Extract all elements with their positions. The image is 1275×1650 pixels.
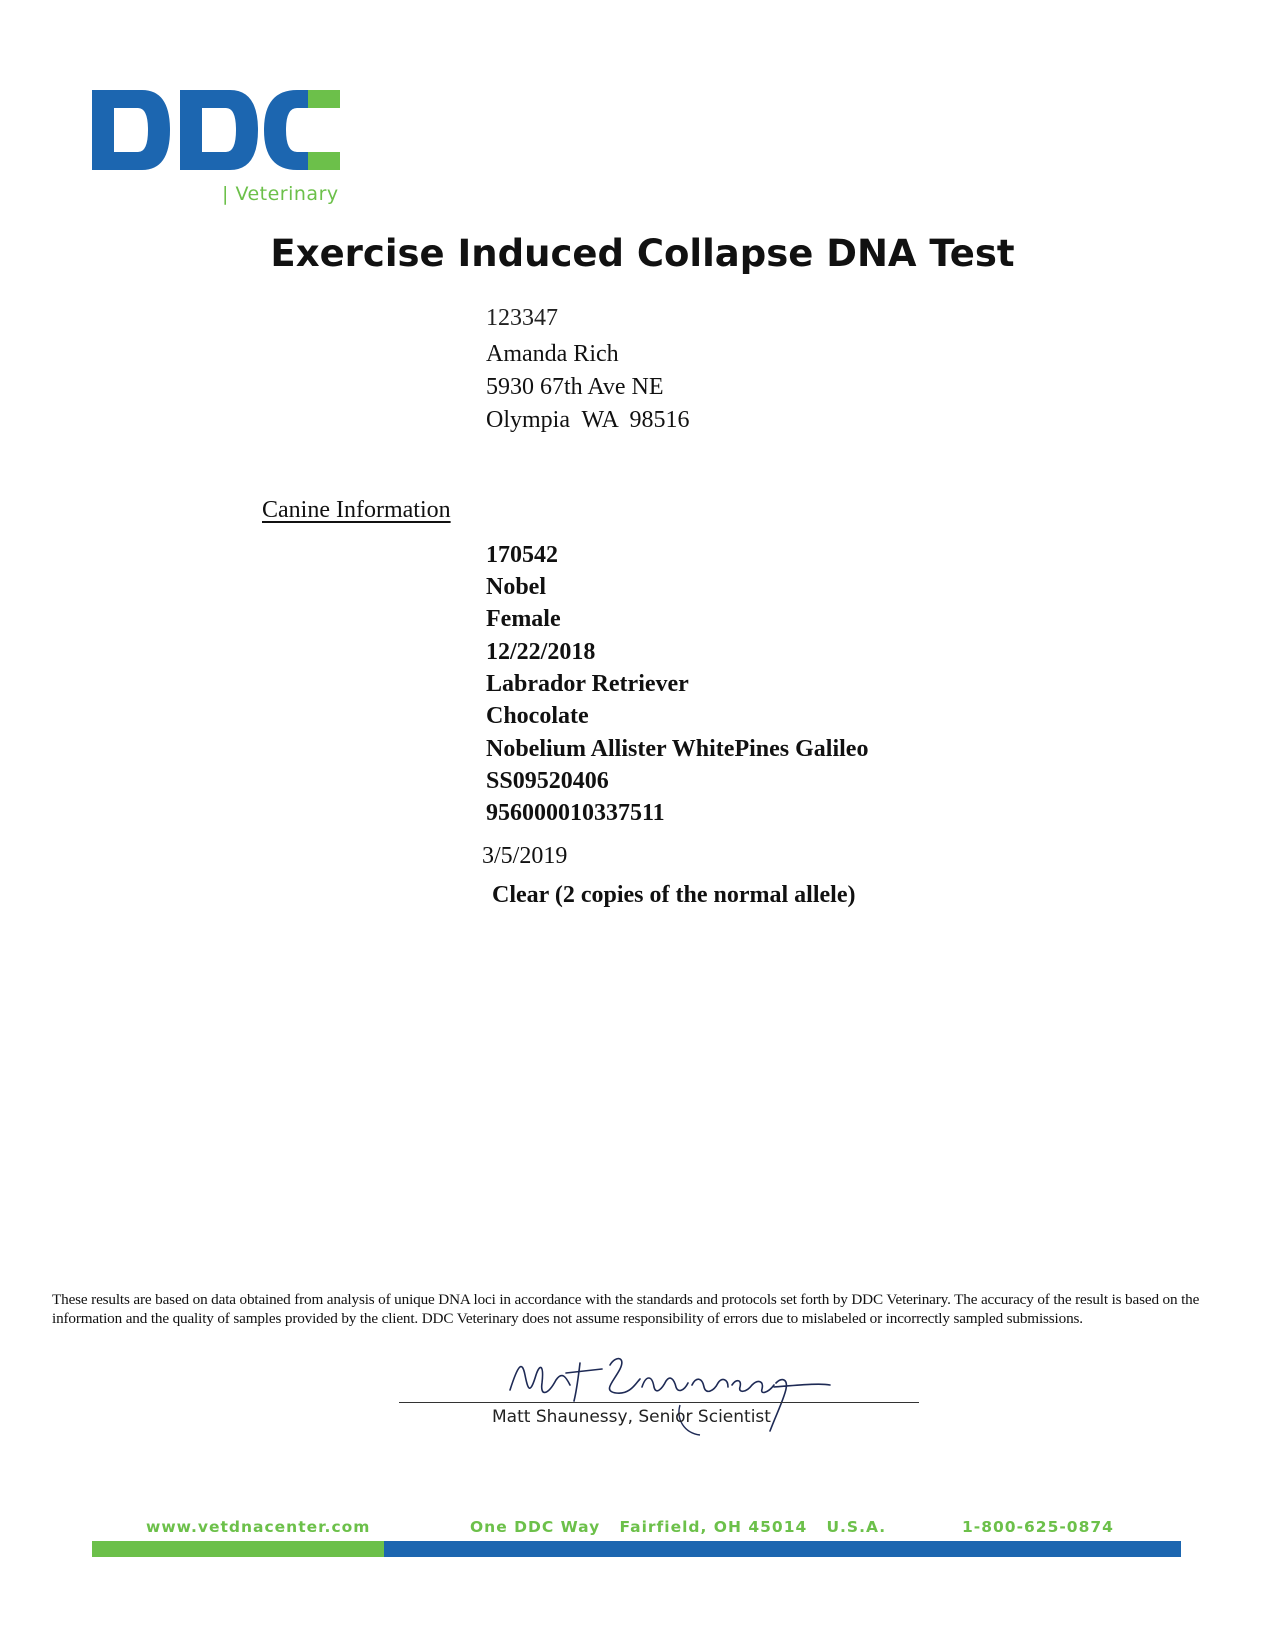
- logo-green-bar-top: [308, 90, 340, 108]
- dna-result-value: Clear (2 copies of the normal allele): [492, 882, 856, 908]
- logo-letter-c: [264, 90, 308, 170]
- owner-address1: 5930 67th Ave NE: [486, 374, 664, 400]
- owner-name: Amanda Rich: [486, 341, 619, 367]
- logo-letter-d2: [180, 90, 258, 170]
- page-title: Exercise Induced Collapse DNA Test: [270, 232, 1015, 275]
- footer-bar-green: [92, 1541, 384, 1557]
- field-value: Labrador Retriever: [486, 671, 689, 697]
- field-value: Female: [486, 606, 561, 632]
- field-value: 956000010337511: [486, 800, 665, 826]
- footer-bar-blue: [384, 1541, 1181, 1557]
- logo-letter-d1: [92, 90, 170, 170]
- field-value: 170542: [486, 542, 558, 568]
- case-number-value: 123347: [486, 305, 558, 331]
- footer-address: One DDC Way Fairfield, OH 45014 U.S.A.: [470, 1518, 887, 1536]
- signature-image: [470, 1335, 890, 1445]
- footer-phone: 1-800-625-0874: [962, 1518, 1114, 1536]
- field-value: Nobelium Allister WhitePines Galileo: [486, 736, 869, 762]
- signature-line: [399, 1402, 919, 1403]
- signer-name: Matt Shaunessy, Senior Scientist: [492, 1407, 771, 1427]
- report-date-value: 3/5/2019: [482, 843, 568, 869]
- disclaimer-text: These results are based on data obtained from analysis of unique DNA loci in accordance with the standards and protocols set forth by DDC Veterinary. The accuracy of the result is based on the information and the quality of samples provided by the client. DDC Veterinary does not assume responsibility of errors due to mislabeled or incorrectly sampled submissions.: [52, 1291, 1200, 1327]
- canine-info-heading: Canine Information: [262, 497, 451, 523]
- owner-address2: Olympia WA 98516: [486, 407, 690, 433]
- field-value: 12/22/2018: [486, 639, 596, 665]
- footer-website: www.vetdnacenter.com: [146, 1518, 371, 1536]
- logo-tagline: | Veterinary: [222, 183, 339, 205]
- field-value: Nobel: [486, 574, 546, 600]
- logo-green-bar-bottom: [308, 152, 340, 170]
- field-value: Chocolate: [486, 703, 589, 729]
- field-value: SS09520406: [486, 768, 609, 794]
